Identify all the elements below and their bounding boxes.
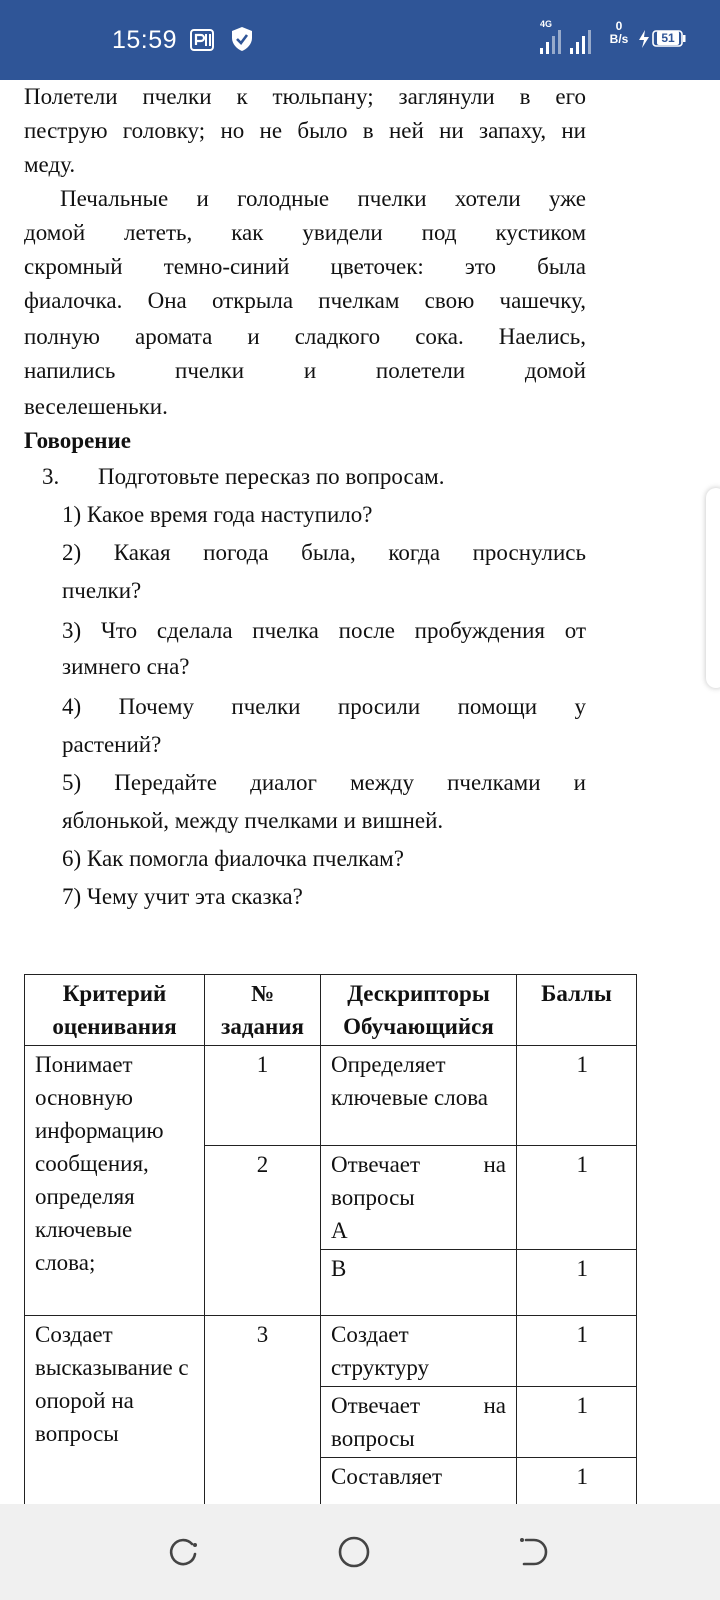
criterion-cell: Создает высказывание с опорой на вопросы	[25, 1316, 205, 1529]
table-row	[25, 1316, 637, 1387]
home-button[interactable]	[328, 1526, 380, 1578]
descriptor-cell: В	[321, 1250, 517, 1316]
question-item: 5) Передайте диалог между пчелками и	[62, 770, 586, 795]
score-cell: 1	[517, 1046, 637, 1146]
text-line: веселешеньки.	[24, 394, 168, 419]
home-circle-icon	[336, 1534, 372, 1570]
question-item: 6) Как помогла фиалочка пчелкам?	[62, 846, 404, 871]
text-line: меду.	[24, 152, 76, 177]
descriptor-cell: Отвечает на вопросы	[321, 1387, 517, 1458]
recents-icon	[166, 1534, 202, 1570]
descriptor-cell: Создает структуру	[321, 1316, 517, 1387]
parking-app-icon	[190, 28, 214, 52]
status-bar	[0, 0, 720, 80]
score-cell: 1	[517, 1458, 637, 1529]
header-score: Баллы	[517, 975, 637, 1046]
descriptor-cell: Отвечает на вопросы А	[321, 1146, 517, 1250]
section-heading: Говорение	[24, 428, 132, 453]
text-line: полную аромата и сладкого сока. Наелись,	[24, 324, 586, 349]
back-icon	[516, 1534, 552, 1570]
navigation-bar	[0, 1504, 720, 1600]
question-item: яблонькой, между пчелками и вишней.	[62, 808, 444, 833]
table-row	[25, 1046, 637, 1146]
criterion-cell: Понимает основную информацию сообщения, определяя ключевые слова;	[25, 1046, 205, 1316]
shield-check-icon	[230, 26, 254, 52]
text-line: домой лететь, как увидели под кустиком	[24, 220, 586, 245]
descriptor-cell: Определяет ключевые слова	[321, 1046, 517, 1146]
score-cell: 1	[517, 1146, 637, 1250]
score-cell: 1	[517, 1387, 637, 1458]
question-item: 1) Какое время года наступило?	[62, 502, 373, 527]
assessment-table	[24, 974, 637, 1529]
question-item: 3) Что сделала пчелка после пробуждения от	[62, 618, 586, 643]
descriptor-cell: Составляет	[321, 1458, 517, 1529]
question-item: зимнего сна?	[62, 654, 190, 679]
text-line: фиалочка. Она открыла пчелкам свою чашечку,	[24, 288, 586, 313]
signal-strength-icon	[538, 22, 596, 56]
charging-bolt-icon	[638, 30, 650, 48]
question-item: 7) Чему учит эта сказка?	[62, 884, 303, 909]
question-item: растений?	[62, 732, 162, 757]
recent-apps-button[interactable]	[158, 1526, 210, 1578]
question-item: 2) Какая погода была, когда проснулись	[62, 540, 586, 565]
task-number: 3.	[42, 464, 60, 489]
score-cell: 1	[517, 1250, 637, 1316]
text-line: напились пчелки и полетели домой	[24, 358, 586, 383]
scroll-handle[interactable]	[706, 488, 720, 688]
battery-level: 51	[657, 31, 679, 45]
back-button[interactable]	[508, 1526, 560, 1578]
question-item: пчелки?	[62, 578, 142, 603]
text-line: Печальные и голодные пчелки хотели уже	[60, 186, 586, 211]
status-time: 15:59	[112, 26, 178, 54]
table-header-row	[25, 975, 637, 1046]
score-cell: 1	[517, 1316, 637, 1387]
network-type: 4G	[540, 19, 553, 29]
task-cell: 2	[205, 1146, 321, 1316]
text-line: Полетели пчелки к тюльпану; заглянули в его	[24, 84, 586, 109]
header-descriptors: Дескрипторы Обучающийся	[321, 975, 517, 1046]
task-cell: 3	[205, 1316, 321, 1529]
header-criterion: Критерий оценивания	[25, 975, 205, 1046]
task-cell: 1	[205, 1046, 321, 1146]
task-instruction: Подготовьте пересказ по вопросам.	[98, 464, 445, 489]
network-speed: 0 B/s	[609, 19, 629, 46]
question-item: 4) Почему пчелки просили помощи у	[62, 694, 586, 719]
header-task-number: № задания	[205, 975, 321, 1046]
text-line: пеструю головку; но не было в ней ни запаху, ни	[24, 118, 586, 143]
text-line: скромный темно-синий цветочек: это была	[24, 254, 586, 279]
